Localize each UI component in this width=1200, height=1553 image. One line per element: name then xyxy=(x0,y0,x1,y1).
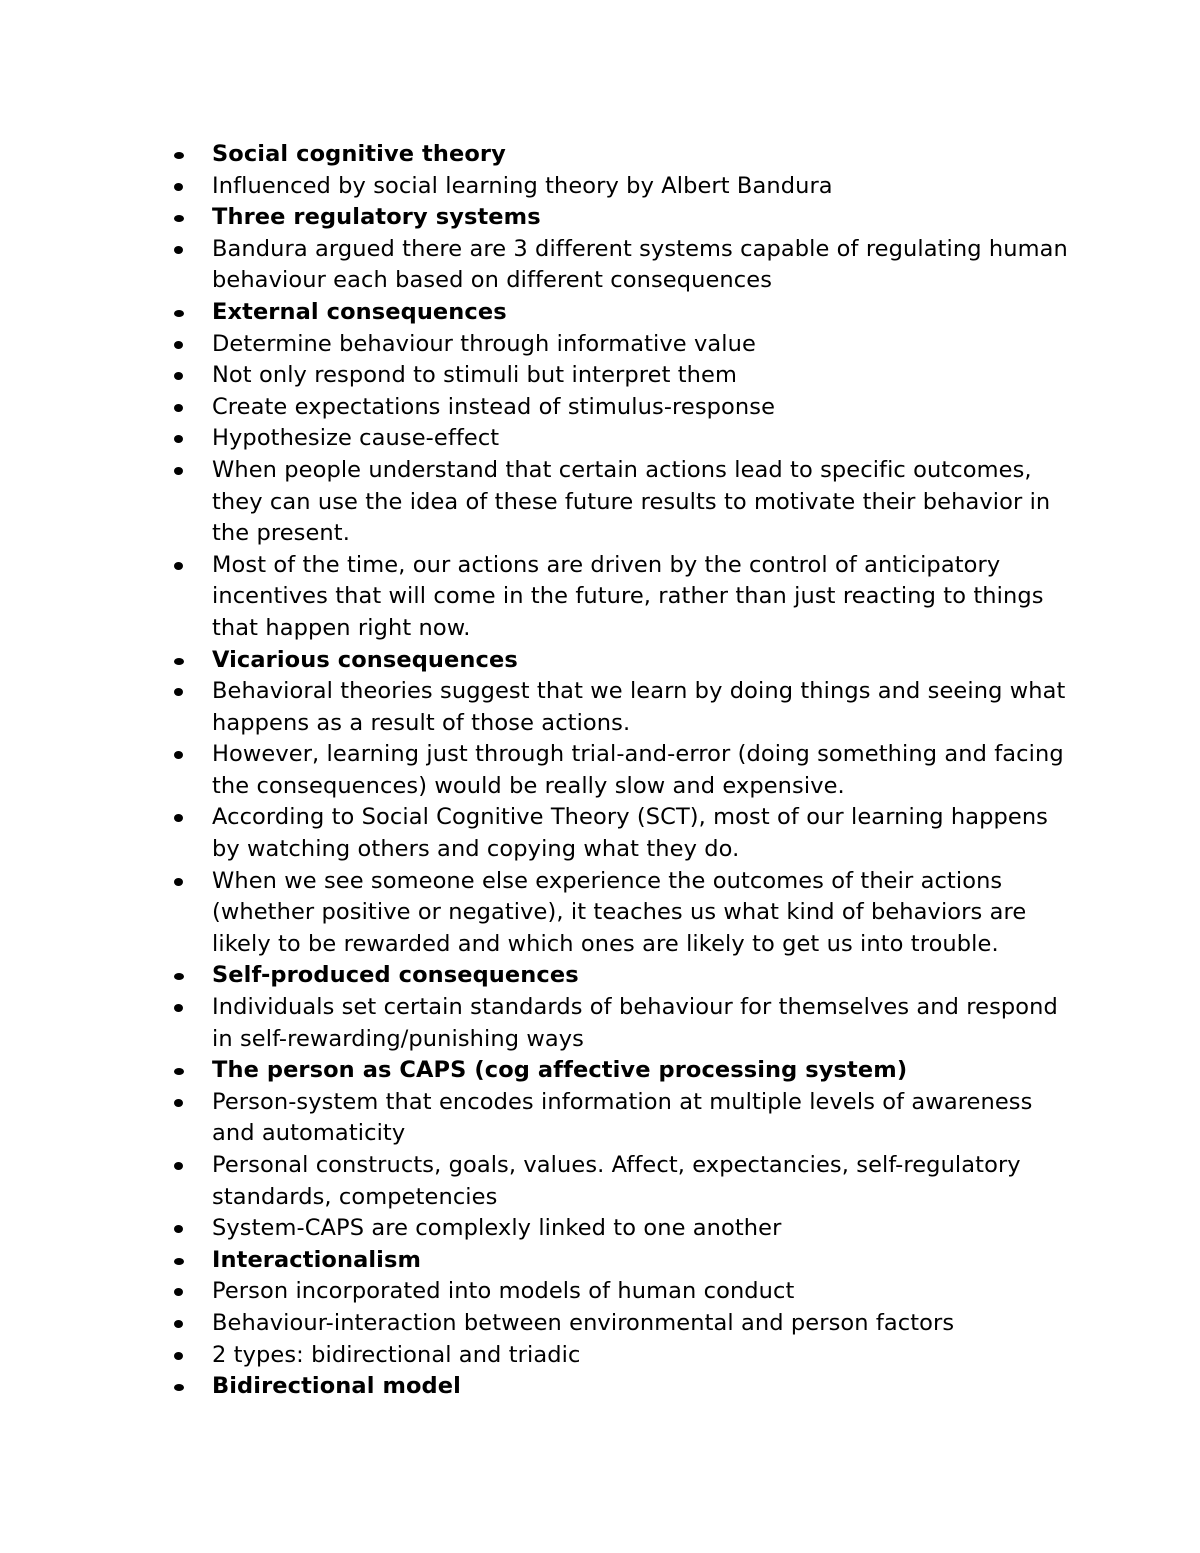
list-item xyxy=(0,1308,1072,1340)
bullet-icon xyxy=(174,404,183,412)
bullet-icon xyxy=(174,341,183,349)
bullet-list xyxy=(0,139,1200,1403)
item-text: Person-system that encodes information at multiple levels of awareness and automaticity xyxy=(212,1088,1033,1147)
bullet-icon xyxy=(174,1320,183,1328)
bullet-icon xyxy=(174,1384,184,1391)
list-item xyxy=(0,550,1072,645)
bullet-icon xyxy=(174,1162,183,1170)
section-heading-item xyxy=(0,1371,1072,1403)
item-text: Individuals set certain standards of behaviour for themselves and respond in self-rewarding/punishing ways xyxy=(212,994,1058,1052)
item-text: Behaviour-interaction between environmental and person factors xyxy=(212,1309,955,1336)
bullet-icon xyxy=(174,435,183,443)
item-text: Not only respond to stimuli but interpret them xyxy=(212,362,737,389)
heading-text: The person as CAPS (cog affective processing system) xyxy=(212,1057,908,1084)
bullet-icon xyxy=(174,1258,184,1265)
bullet-icon xyxy=(174,310,184,317)
bullet-icon xyxy=(174,246,183,254)
item-text: When people understand that certain actions lead to specific outcomes, they can use the idea of these future results to motivate their behavior in the present. xyxy=(212,456,1051,547)
bullet-icon xyxy=(174,751,183,759)
item-text: However, learning just through trial-and-error (doing something and facing the consequences) would be really slow and expensive. xyxy=(212,741,1064,799)
bullet-icon xyxy=(174,1225,183,1233)
item-text: Bandura argued there are 3 different systems capable of regulating human behaviour each based on different consequences xyxy=(212,235,1068,294)
list-item xyxy=(0,360,1072,392)
section-heading-item xyxy=(0,297,1072,329)
item-text: Person incorporated into models of human conduct xyxy=(212,1278,795,1305)
section-heading-item xyxy=(0,645,1072,677)
item-text: Hypothesize cause-effect xyxy=(212,425,500,452)
bullet-icon xyxy=(174,814,183,822)
bullet-icon xyxy=(174,372,183,380)
bullet-icon xyxy=(174,215,184,222)
bullet-icon xyxy=(174,1004,183,1012)
heading-text: External consequences xyxy=(212,298,507,325)
list-item xyxy=(0,992,1072,1055)
list-item xyxy=(0,329,1072,361)
heading-text: Bidirectional model xyxy=(212,1373,461,1400)
bullet-icon xyxy=(174,878,183,886)
section-heading-item xyxy=(0,1245,1072,1277)
list-item xyxy=(0,423,1072,455)
item-text: System-CAPS are complexly linked to one another xyxy=(212,1215,782,1242)
item-text: 2 types: bidirectional and triadic xyxy=(212,1341,581,1368)
item-text: Create expectations instead of stimulus-response xyxy=(212,393,776,420)
section-heading-item xyxy=(0,960,1072,992)
bullet-icon xyxy=(174,562,183,570)
bullet-icon xyxy=(174,467,183,475)
list-item xyxy=(0,1276,1072,1308)
section-heading-item xyxy=(0,202,1072,234)
item-text: Most of the time, our actions are driven by the control of anticipatory incentives that will come in the future, rather than just reacting to things that happen right now. xyxy=(212,551,1044,641)
bullet-icon xyxy=(174,152,184,159)
bullet-icon xyxy=(174,688,183,696)
item-text: When we see someone else experience the outcomes of their actions (whether positive or negative), it teaches us what kind of behaviors are likely to be rewarded and which ones are likely to get us into trouble. xyxy=(212,867,1027,957)
bullet-icon xyxy=(174,1068,184,1075)
list-item xyxy=(0,392,1072,424)
list-item xyxy=(0,1340,1072,1372)
list-item xyxy=(0,676,1072,739)
heading-text: Social cognitive theory xyxy=(212,141,506,167)
section-heading-item xyxy=(0,1055,1072,1087)
list-item xyxy=(0,739,1072,802)
bullet-icon xyxy=(174,1099,183,1107)
list-item xyxy=(0,1150,1072,1213)
list-item xyxy=(0,1087,1072,1150)
heading-text: Self-produced consequences xyxy=(212,962,579,989)
bullet-icon xyxy=(174,973,184,980)
heading-text: Interactionalism xyxy=(212,1246,422,1273)
list-item xyxy=(0,234,1072,297)
list-item xyxy=(0,455,1072,550)
bullet-icon xyxy=(174,183,183,191)
bullet-icon xyxy=(174,1352,183,1360)
item-text: Determine behaviour through informative value xyxy=(212,330,756,357)
list-item xyxy=(0,171,1072,203)
item-text: Behavioral theories suggest that we learn by doing things and seeing what happens as a result of those actions. xyxy=(212,678,1066,736)
list-item xyxy=(0,802,1072,865)
list-item xyxy=(0,1213,1072,1245)
list-item xyxy=(0,866,1072,961)
bullet-icon xyxy=(174,1288,183,1296)
item-text: Influenced by social learning theory by Albert Bandura xyxy=(212,172,833,199)
item-text: According to Social Cognitive Theory (SCT), most of our learning happens by watching others and copying what they do. xyxy=(212,804,1048,863)
item-text: Personal constructs, goals, values. Affect, expectancies, self-regulatory standards, competencies xyxy=(212,1152,1021,1210)
heading-text: Three regulatory systems xyxy=(212,204,541,231)
bullet-icon xyxy=(174,658,184,665)
section-heading-item xyxy=(0,139,1072,171)
heading-text: Vicarious consequences xyxy=(212,646,518,673)
